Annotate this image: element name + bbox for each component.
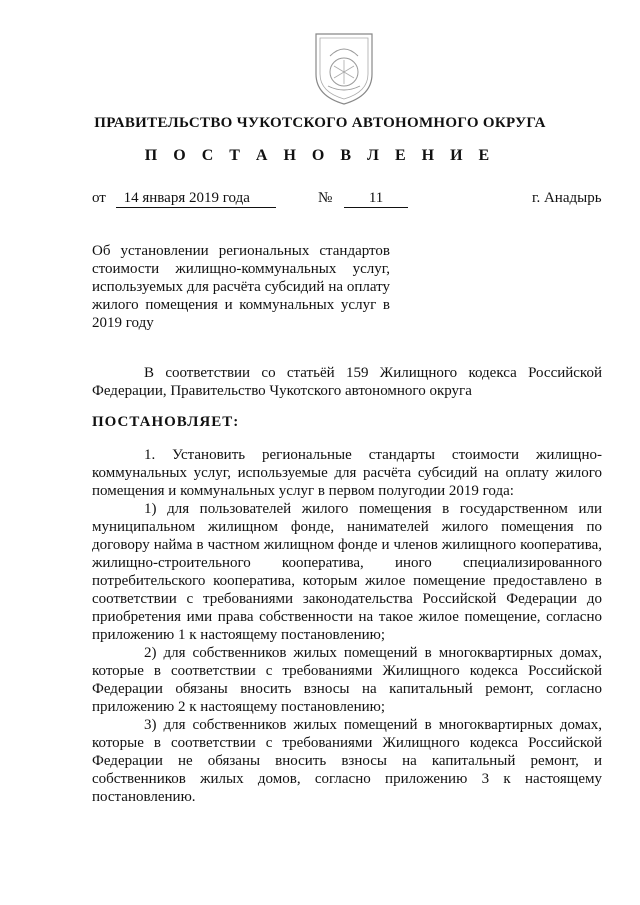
coat-of-arms-icon — [308, 28, 380, 106]
resolve-heading: ПОСТАНОВЛЯЕТ: — [92, 414, 240, 430]
number-label: № — [318, 190, 333, 206]
government-name: ПРАВИТЕЛЬСТВО ЧУКОТСКОГО АВТОНОМНОГО ОКРУГА — [94, 115, 546, 131]
number-value: 11 — [344, 191, 408, 208]
clause-paragraph: 1) для пользователей жилого помещения в государственном или муниципальном жилищном фонде, нанимателей жилого помещения по договору найма в частном жилищном фонде и членов жилищного кооператива, жилищно-строительного кооператива, иного специализированного потребительского кооператива, которым жилое помещение предоставлено в соответствии с требованиями законодательства Российской Федерации до приобретения ими права собственности на такое жилое помещение, согласно приложению 1 к настоящему постановлению; — [92, 501, 602, 643]
clause-paragraph: 3) для собственников жилых помещений в многоквартирных домах, которые в соответствии с требованиями Жилищного кодекса Российской Федерации не обязаны вносить взносы на капитальный ремонт, и собственников жилых домов, согласно приложению 3 к настоящему постановлению. — [92, 717, 602, 805]
city-name: г. Анадырь — [532, 190, 602, 206]
clause-paragraph: 1. Установить региональные стандарты стоимости жилищно-коммунальных услуг, используемые для расчёта субсидий на оплату жилого помещения и коммунальных услуг в первом полугодии 2019 года: — [92, 447, 602, 499]
date-field — [92, 190, 276, 208]
date-value: 14 января 2019 года — [116, 191, 276, 208]
number-field — [318, 190, 408, 208]
preamble-text: В соответствии со статьёй 159 Жилищного кодекса Российской Федерации, Правительство Чукотского автономного округа — [92, 365, 602, 399]
document-type-title: П О С Т А Н О В Л Е Н И Е — [144, 147, 496, 164]
from-label: от — [92, 190, 106, 206]
decree-body — [92, 446, 602, 806]
clause-paragraph: 2) для собственников жилых помещений в многоквартирных домах, которые в соответствии с требованиями Жилищного кодекса Российской Федерации обязаны вносить взносы на капитальный ремонт, согласно приложению 2 к настоящему постановлению; — [92, 645, 602, 715]
document-subject: Об установлении региональных стандартов стоимости жилищно-коммунальных услуг, используемых для расчёта субсидий на оплату жилого помещения и коммунальных услуг в 2019 году — [92, 243, 390, 331]
